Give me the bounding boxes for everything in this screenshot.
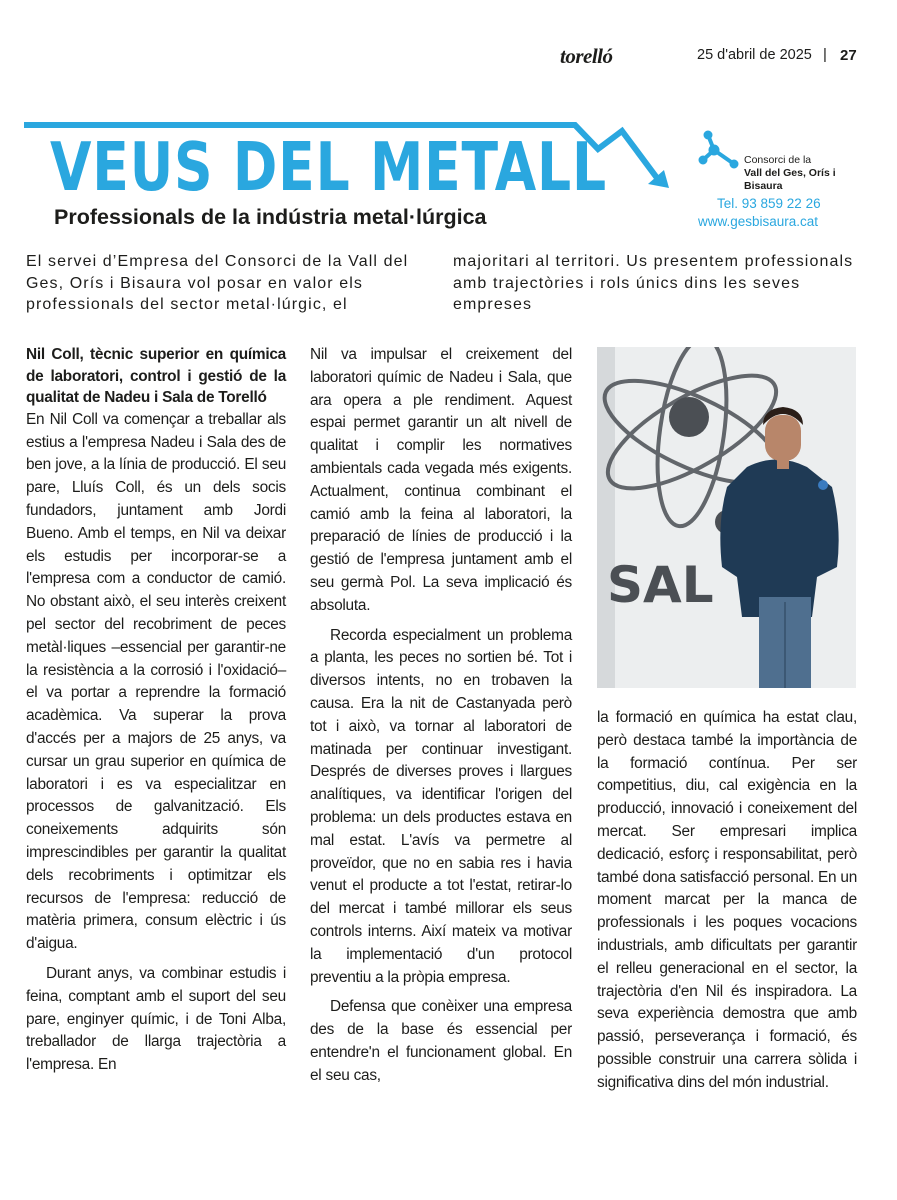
intro-text-right: majoritari al territori. Us presentem professionals amb trajectòries i rols únics dins les seves empreses bbox=[453, 253, 854, 313]
article-lead: Nil Coll, tècnic superior en química de laboratori, control i gestió de la qualitat de Nadeu i Sala de Torelló bbox=[26, 346, 286, 407]
network-nodes-logo-icon bbox=[698, 130, 740, 170]
page-number: 27 bbox=[840, 47, 857, 64]
article-paragraph: Recorda especialment un problema a planta, les peces no sortien bé. Tot i diversos intents, no en trobaven la causa. Era la nit de Castanyada però tot i això, va tornar al laboratori de matinada per continuar investigant. Després de diverses proves i llargues analítiques, va identificar l'origen del problema: un dels productes estava en mal estat. L'avís va permetre al proveïdor, que no en sabia res i havia venut el producte a tot l'estat, retirar-lo del mercat i també millorar els seus controls interns. Així mateix va motivar la implementació d'un protocol preventiu a la pròpia empresa. bbox=[310, 626, 572, 986]
article-column-2 bbox=[310, 344, 572, 1088]
sponsor-line-1: Consorci de la bbox=[744, 154, 812, 166]
publication-name: torelló bbox=[560, 44, 613, 68]
issue-date: 25 d'abril de 2025 bbox=[697, 47, 812, 63]
article-paragraph: En Nil Coll va començar a treballar als estius a l'empresa Nadeu i Sala des de ben jove, a la línia de producció. El seu pare, Lluís Coll, és un dels socis fundadors, juntament amb Jordi Bueno. Amb el temps, en Nil va deixar els estudis per incorporar-se a l'empresa com a conductor de camió. No obstant això, el seu interès creixent pel sector del recobriment de peces metàl·liques –essencial per garantir-ne la resistència a la corrosió i l'oxidació– el va portar a reprendre la formació acadèmica. Va superar la prova d'accés per a majors de 25 anys, va cursar un grau superior en química de laboratori i es va especialitzar en processos de galvanització. Els coneixements adquirits són imprescindibles per garantir la qualitat dels recobriments i optimitzar els recursos de l'empresa: reducció de matèria primera, consum elèctric i ús d'aigua. bbox=[26, 410, 286, 953]
article-column-1 bbox=[26, 344, 286, 1077]
intro-text-left: El servei d’Empresa del Consorci de la Vall del Ges, Orís i Bisaura vol posar en valor els professionals del sector metal·lúrgic, el bbox=[26, 253, 409, 313]
wall-sign-text: SAL bbox=[607, 556, 714, 614]
article-column-3 bbox=[597, 707, 857, 1095]
article-paragraph: Durant anys, va combinar estudis i feina, comptant amb el suport del seu pare, enginyer químic, i de Toni Alba, treballador de llarga trajectòria a l'empresa. En bbox=[26, 964, 286, 1074]
article-paragraph: Defensa que conèixer una empresa des de la base és essencial per entendre'n el funcionament global. En el seu cas, bbox=[310, 998, 572, 1084]
sponsor-name bbox=[744, 154, 836, 193]
page-separator: | bbox=[823, 46, 827, 63]
article-paragraph: la formació en química ha estat clau, però destaca també la importància de la formació contínua. Per ser competitius, diu, cal exigència en la producció, innovació i coneixement del mercat. Ser empresari implica dedicació, esforç i responsabilitat, però també dona satisfacció personal. En un moment marcat per la manca de professionals i les poques vocacions industrials, amb dificultats per garantir el relleu generacional en el sector, la trajectòria d'en Nil és inspiradora. La seva experiència demostra que amb passió, perseverança i formació, és possible construir una carrera sòlida i significativa dins del món industrial. bbox=[597, 709, 858, 1091]
section-subtitle: Professionals de la indústria metal·lúrgica bbox=[54, 205, 487, 229]
section-title: VEUS DEL METALL bbox=[50, 128, 607, 206]
portrait-photo bbox=[597, 347, 856, 688]
sponsor-website[interactable]: www.gesbisaura.cat bbox=[698, 214, 819, 229]
sponsor-line-2: Vall del Ges, Orís i bbox=[744, 167, 836, 179]
sponsor-line-3: Bisaura bbox=[744, 180, 783, 192]
sponsor-phone: Tel. 93 859 22 26 bbox=[717, 196, 821, 211]
article-paragraph: Nil va impulsar el creixement del laboratori químic de Nadeu i Sala, que ara opera a ple rendiment. Aquest espai permet garantir un alt nivell de qualitat i complir les normatives ambientals cada vegada més exigents. Actualment, continua combinant el camió amb la feina al laboratori, la preparació de línies de producció i la gestió de l'empresa juntament amb el seu germà Pol. La seva implicació és absoluta. bbox=[310, 346, 572, 614]
